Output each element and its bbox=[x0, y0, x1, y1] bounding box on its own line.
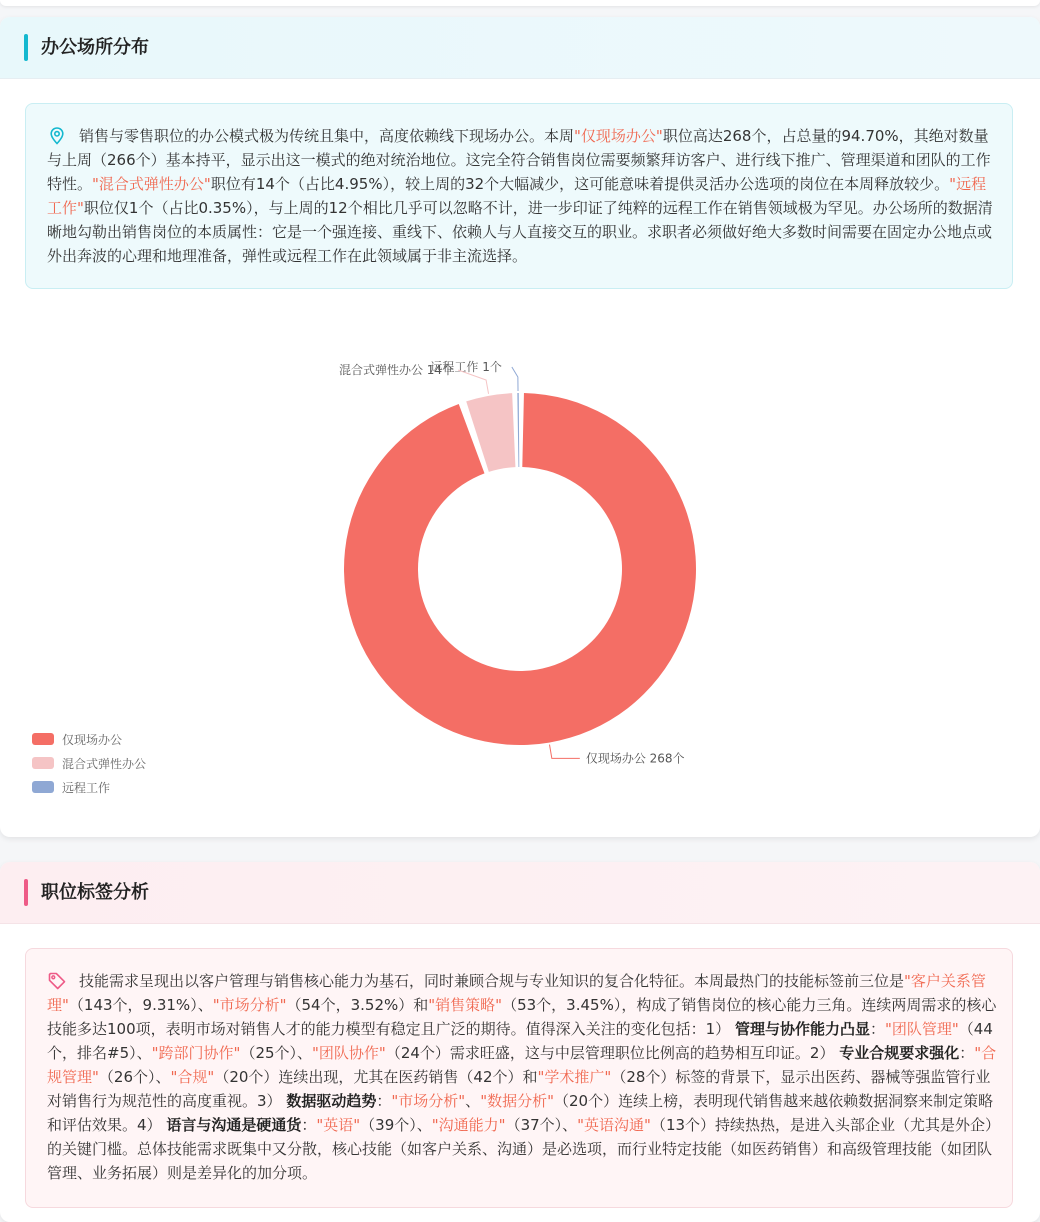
office-location-card bbox=[0, 17, 1040, 837]
highlight-term: "英语" bbox=[316, 1116, 361, 1134]
bold-heading: 数据驱动趋势 bbox=[286, 1092, 377, 1110]
donut-slice-2[interactable] bbox=[517, 393, 519, 467]
card-header bbox=[0, 862, 1040, 924]
text-segment: （24个）需求旺盛，这与中层管理职位比例高的趋势相互印证。2） bbox=[385, 1044, 840, 1062]
card-header bbox=[0, 17, 1040, 79]
legend-label: 仅现场办公 bbox=[62, 732, 123, 747]
legend-item-2[interactable] bbox=[32, 775, 146, 799]
text-segment: （25个）、 bbox=[240, 1044, 313, 1062]
card-title: 职位标签分析 bbox=[41, 882, 149, 903]
highlight-term: "远程工作" bbox=[47, 175, 987, 217]
highlight-term: "沟通能力" bbox=[431, 1116, 506, 1134]
highlight-term: "合规" bbox=[170, 1068, 215, 1086]
text-segment: （39个）、 bbox=[360, 1116, 432, 1134]
text-segment: ： bbox=[376, 1092, 392, 1110]
text-segment: （20个）连续上榜，表明现代销售越来越依赖数据洞察来制定策略和评估效果。4） bbox=[47, 1092, 994, 1134]
header-accent-bar bbox=[24, 879, 28, 906]
text-segment: 职位有14个（占比4.95%），较上周的32个大幅减少，这可能意味着提供灵活办公选项的岗位在本周释放较少。 bbox=[210, 175, 950, 193]
bold-heading: 语言与沟通是硬通货 bbox=[166, 1116, 302, 1134]
insight-text bbox=[47, 124, 997, 268]
highlight-term: "市场分析" bbox=[391, 1092, 466, 1110]
highlight-term: "团队管理" bbox=[884, 1020, 959, 1038]
highlight-term: "跨部门协作" bbox=[151, 1044, 241, 1062]
text-segment: 技能需求呈现出以客户管理与销售核心能力为基石，同时兼顾合规与专业知识的复合化特征。本周最热门的技能标签前三位是 bbox=[79, 972, 905, 990]
text-segment: （143个，9.31%）、 bbox=[68, 996, 213, 1014]
text-segment: ： bbox=[301, 1116, 317, 1134]
text-segment: 职位仅1个（占比0.35%），与上周的12个相比几乎可以忽略不计，进一步印证了纯粹的远程工作在销售领域极为罕见。办公场所的数据清晰地勾勒出销售岗位的本质属性：它是一个强连接、重线下、依赖人与人直接交互的职业。求职者必须做好绝大多数时间需要在固定办公地点或外出奔波的心理和地理准备，弹性或远程工作在此领域属于非主流选择。 bbox=[47, 199, 993, 265]
slice-label-2: 远程工作 1个 bbox=[430, 360, 502, 375]
previous-card-edge bbox=[0, 0, 1040, 6]
legend-label: 混合式弹性办公 bbox=[62, 756, 147, 771]
slice-label-1: 混合式弹性办公 14个 bbox=[338, 363, 455, 378]
text-segment: （44个，排名#5）、 bbox=[47, 1020, 993, 1062]
job-tags-card bbox=[0, 862, 1040, 1222]
leader-line-0 bbox=[550, 745, 580, 759]
legend-item-1[interactable] bbox=[32, 751, 146, 775]
leader-line-2 bbox=[512, 367, 518, 391]
highlight-term: "英语沟通" bbox=[577, 1116, 651, 1134]
text-segment: （26个）、 bbox=[98, 1068, 171, 1086]
text-segment: ： bbox=[959, 1044, 975, 1062]
highlight-term: "合规管理" bbox=[47, 1044, 997, 1086]
highlight-term: "市场分析" bbox=[212, 996, 287, 1014]
bold-heading: 管理与协作能力凸显 bbox=[734, 1020, 870, 1038]
text-segment: （37个）、 bbox=[505, 1116, 578, 1134]
insight-text bbox=[47, 969, 997, 1185]
chart-legend bbox=[32, 727, 146, 799]
text-segment: ： bbox=[869, 1020, 885, 1038]
text-segment: （54个，3.52%）和 bbox=[286, 996, 429, 1014]
legend-swatch bbox=[32, 781, 54, 793]
highlight-term: "数据分析" bbox=[480, 1092, 554, 1110]
legend-swatch bbox=[32, 733, 54, 745]
highlight-term: "混合式弹性办公" bbox=[92, 175, 211, 193]
slice-label-0: 仅现场办公 268个 bbox=[585, 751, 685, 766]
legend-label: 远程工作 bbox=[62, 780, 111, 795]
text-segment: （53个，3.45%），构成了销售岗位的核心能力三角。连续两周需求的核心技能多达100项，表明市场对销售人才的能力模型有稳定且广泛的期待。值得深入关注的变化包括：1） bbox=[47, 996, 997, 1038]
highlight-term: "团队协作" bbox=[312, 1044, 386, 1062]
highlight-term: "销售策略" bbox=[428, 996, 503, 1014]
text-segment: （28个）标签的背景下，显示出医药、器械等强监管行业对销售行为规范性的高度重视。3） bbox=[47, 1068, 991, 1110]
bold-heading: 专业合规要求强化 bbox=[839, 1044, 960, 1062]
highlight-term: "客户关系管理" bbox=[47, 972, 986, 1014]
highlight-term: "仅现场办公" bbox=[574, 127, 663, 145]
text-segment: 职位高达268个，占总量的94.70%，其绝对数量与上周（266个）基本持平，显示出这一模式的绝对统治地位。这完全符合销售岗位需要频繁拜访客户、进行线下推广、管理渠道和团队的工作特性。 bbox=[47, 127, 991, 193]
header-accent-bar bbox=[24, 34, 28, 61]
card-title: 办公场所分布 bbox=[41, 37, 149, 58]
text-segment: （20个）连续出现，尤其在医药销售（42个）和 bbox=[214, 1068, 538, 1086]
insight-box bbox=[25, 948, 1013, 1208]
text-segment: （13个）持续热热，是进入头部企业（尤其是外企）的关键门槛。总体技能需求既集中又分散，核心技能（如客户关系、沟通）是必选项，而行业特定技能（如医药销售）和高级管理技能（如团队管理、业务拓展）则是差异化的加分项。 bbox=[47, 1116, 993, 1182]
legend-swatch bbox=[32, 757, 54, 769]
highlight-term: "学术推广" bbox=[537, 1068, 612, 1086]
office-donut-chart bbox=[0, 307, 1040, 827]
legend-item-0[interactable] bbox=[32, 727, 146, 751]
donut-slice-0[interactable] bbox=[344, 393, 696, 745]
insight-box bbox=[25, 103, 1013, 289]
text-segment: 、 bbox=[465, 1092, 481, 1110]
text-segment: 销售与零售职位的办公模式极为传统且集中，高度依赖线下现场办公。本周 bbox=[79, 127, 575, 145]
